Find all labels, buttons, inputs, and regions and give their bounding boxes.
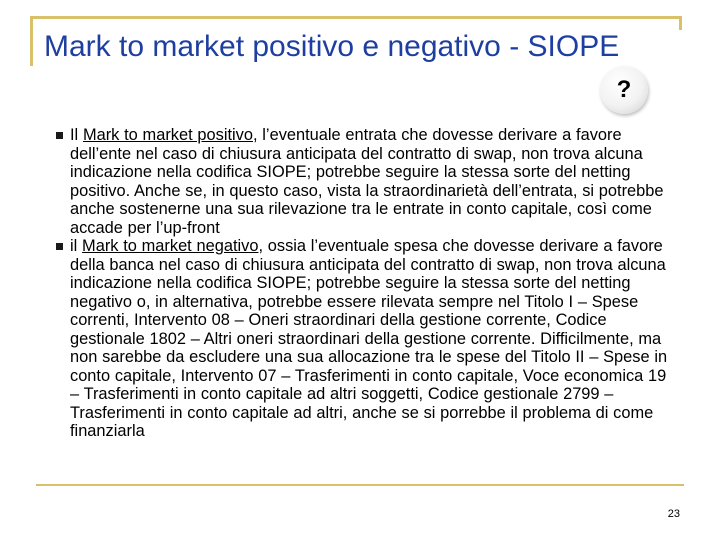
title-left-rule	[30, 18, 33, 66]
bullet-prefix: il	[70, 237, 83, 255]
slide-content	[56, 126, 676, 441]
slide-title: Mark to market positivo e negativo - SIOPE	[44, 30, 620, 63]
question-mark-label: ?	[616, 76, 632, 103]
question-mark-icon	[600, 66, 648, 114]
bullet-item-positive	[56, 126, 676, 237]
bullet-body: , l’eventuale entrata che dovesse derivare a favore dell’ente nel caso di chiusura anticipata del contratto di swap, non trova alcuna indicazione nella codifica SIOPE; potrebbe seguire la stessa sorte del netting positivo. Anche se, in questo caso, vista la straordinarietà dell’entrata, si potrebbe anche sostenerne una sua rilevazione tra le entrate in conto capitale, così come accade per l’up-front	[70, 126, 664, 237]
bullet-item-negative	[56, 237, 676, 441]
page-number: 23	[667, 508, 680, 520]
bullet-text	[70, 126, 676, 237]
bullet-text	[70, 237, 676, 441]
title-right-rule	[679, 16, 682, 30]
title-top-rule	[30, 16, 682, 19]
square-bullet-icon	[56, 243, 63, 250]
bullet-body: , ossia l’eventuale spesa che dovesse derivare a favore della banca nel caso di chiusura anticipata del contratto di swap, non trova alcuna indicazione nella codifica SIOPE; potrebbe seguire la stessa sorte del netting negativo o, in alternativa, potrebbe essere rilevata sempre nel Titolo I – Spese correnti, Intervento 08 – Oneri straordinari della gestione corrente, Codice gestionale 1802 – Altri oneri straordinari della gestione corrente. Difficilmente, ma non sarebbe da escludere una sua allocazione tra le spese del Titolo II – Spese in conto capitale, Intervento 07 – Trasferimenti in conto capitale, Voce economica 19 – Trasferimenti in conto capitale ad altri soggetti, Codice gestionale 2799 – Trasferimenti in conto capitale ad altri, anche se si porrebbe il problema di come finanziarla	[70, 237, 668, 440]
footer-rule	[36, 484, 684, 486]
keyword-mtm-negative: Mark to market negativo	[82, 237, 259, 255]
square-bullet-icon	[56, 132, 63, 139]
keyword-mtm-positive: Mark to market positivo	[82, 126, 253, 144]
bullet-prefix: Il	[70, 126, 83, 144]
